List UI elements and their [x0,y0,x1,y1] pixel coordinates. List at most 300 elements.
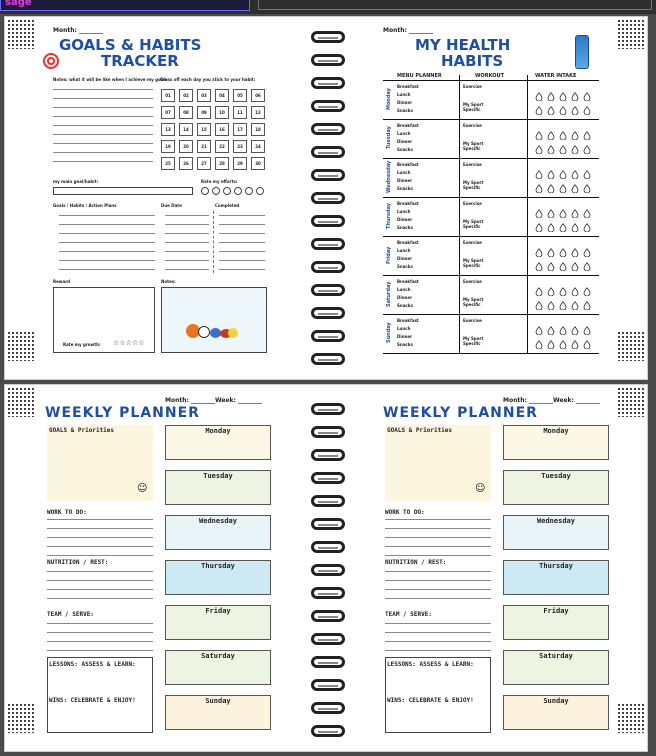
habit-day-cell[interactable]: 08 [179,106,193,119]
day-label: Wednesday [199,517,237,525]
rate-circle[interactable] [223,187,231,195]
habit-month-label: Month: ________ [53,27,103,34]
meal-label: Breakfast [397,318,419,323]
habit-due-label: Due Date [161,203,182,208]
water-drop-icon[interactable] [559,139,567,148]
rate-circle[interactable] [256,187,264,195]
water-drop-icon[interactable] [571,164,579,173]
lessons-label: LESSONS: ASSESS & LEARN: [49,661,136,668]
meal-label: Snacks [397,147,413,152]
completed-line[interactable] [219,260,265,261]
notes-line[interactable] [53,116,153,117]
work-line[interactable] [47,537,153,538]
habit-why-label: Notes: what it will be like when I achieve my goals [53,77,168,82]
habit-goal-label: my main goal/habit: [53,179,99,184]
team-line[interactable] [47,623,153,624]
day-box-friday[interactable] [503,605,609,640]
spiral-ring [311,261,345,273]
task-line[interactable] [59,233,155,234]
workout-sport-label: My Sport Specific [463,141,484,151]
day-box-monday[interactable] [165,425,271,460]
water-drop-icon[interactable] [571,203,579,212]
day-label: Monday [205,427,231,435]
spiral-ring [311,495,345,507]
notes-line[interactable] [53,89,153,90]
workout-exercise-label: Exercise [463,240,482,245]
water-drop-icon[interactable] [559,100,567,109]
meal-label: Breakfast [397,201,419,206]
habit-day-cell[interactable]: 26 [179,157,193,170]
team-line[interactable] [385,623,491,624]
top-bar [0,0,656,14]
habit-day-cell[interactable]: 30 [251,157,265,170]
spiral-ring [311,449,345,461]
habit-day-cell[interactable]: 07 [161,106,175,119]
completed-line[interactable] [219,242,265,243]
health-day-label: Friday [386,246,392,264]
water-drop-icon[interactable] [547,320,555,329]
day-label: Sunday [205,697,231,705]
habit-day-cell[interactable]: 29 [233,157,247,170]
spiral-ring [311,610,345,622]
habit-title-line2: TRACKER [101,52,179,70]
completed-line[interactable] [219,269,265,270]
notes-box[interactable] [161,287,267,353]
water-drop-icon[interactable] [559,256,567,265]
habit-day-cell[interactable]: 04 [215,89,229,102]
water-drop-icon[interactable] [571,242,579,251]
habit-tasks-label: Goals / Habits / Action Plans [53,203,117,208]
dot-pattern [617,703,645,733]
water-drop-icon[interactable] [583,320,591,329]
health-day-label: Thursday [386,202,392,230]
completed-line[interactable] [219,233,265,234]
lessons-wins-box[interactable] [47,657,153,733]
task-divider [213,211,214,273]
water-drop-icon[interactable] [571,320,579,329]
nutrition-line[interactable] [47,589,153,590]
meal-label: Snacks [397,225,413,230]
completed-line[interactable] [219,224,265,225]
water-drop-icon[interactable] [583,86,591,95]
habit-day-cell[interactable]: 24 [251,140,265,153]
water-drop-icon[interactable] [571,125,579,134]
spiral-ring [311,426,345,438]
habit-day-cell[interactable]: 02 [179,89,193,102]
habit-day-cell[interactable]: 16 [215,123,229,136]
work-label: WORK TO DO: [385,509,425,516]
habit-day-cell[interactable]: 20 [179,140,193,153]
goals-label: GOALS & Priorities [49,427,115,434]
spiral-ring [311,564,345,576]
water-drop-icon[interactable] [535,320,543,329]
habit-day-cell[interactable]: 05 [233,89,247,102]
day-box-sunday[interactable] [165,695,271,730]
water-drop-icon[interactable] [535,256,543,265]
water-drop-icon[interactable] [547,295,555,304]
health-month-label: Month: ________ [383,27,433,34]
water-drop-icon[interactable] [571,139,579,148]
rate-circle[interactable] [234,187,242,195]
rate-circle[interactable] [212,187,220,195]
spiral-ring [311,169,345,181]
water-drop-icon[interactable] [535,295,543,304]
main-goal-field[interactable] [53,187,193,195]
task-line[interactable] [59,224,155,225]
day-label: Wednesday [537,517,575,525]
workout-sport-label: My Sport Specific [463,297,484,307]
wins-label: WINS: CELEBRATE & ENJOY! [387,697,474,704]
workout-exercise-label: Exercise [463,318,482,323]
lessons-label: LESSONS: ASSESS & LEARN: [387,661,474,668]
work-line[interactable] [385,555,491,556]
water-drop-icon[interactable] [583,125,591,134]
habit-day-cell[interactable]: 14 [179,123,193,136]
water-drop-icon[interactable] [583,164,591,173]
health-col-menu: MENU PLANNER [397,73,442,79]
water-drop-icon[interactable] [571,86,579,95]
water-drop-icon[interactable] [583,178,591,187]
water-drop-icon[interactable] [583,295,591,304]
water-drop-icon[interactable] [547,217,555,226]
meal-label: Snacks [397,303,413,308]
target-icon [43,53,59,69]
water-drop-icon[interactable] [583,203,591,212]
spiral-ring [311,54,345,66]
water-drop-icon[interactable] [547,139,555,148]
water-drop-icon[interactable] [559,217,567,226]
water-drop-icon[interactable] [559,178,567,187]
day-box-saturday[interactable] [165,650,271,685]
water-drop-icon[interactable] [535,86,543,95]
water-drop-icon[interactable] [535,125,543,134]
spiral-ring [311,541,345,553]
dot-pattern [7,703,35,733]
water-drop-icon[interactable] [571,295,579,304]
water-drop-icon[interactable] [547,86,555,95]
spiral-ring [311,284,345,296]
day-box-friday[interactable] [165,605,271,640]
spiral-ring [311,307,345,319]
habit-day-cell[interactable]: 06 [251,89,265,102]
dot-pattern [617,387,645,417]
work-line[interactable] [47,528,153,529]
smiley-icon: ☺ [137,483,148,494]
water-drop-icon[interactable] [547,281,555,290]
day-label: Monday [543,427,569,435]
health-col-water: WATER INTAKE [535,73,577,79]
rate-circle[interactable] [201,187,209,195]
water-drop-icon[interactable] [535,242,543,251]
nutrition-line[interactable] [385,571,491,572]
water-drop-icon[interactable] [547,178,555,187]
health-col-workout: WORKOUT [475,73,504,79]
day-label: Sunday [543,697,569,705]
water-drop-icon[interactable] [583,100,591,109]
day-box-sunday[interactable] [503,695,609,730]
nutrition-line[interactable] [47,580,153,581]
habit-day-cell[interactable]: 15 [197,123,211,136]
meal-label: Lunch [397,92,411,97]
spiral-ring [311,77,345,89]
water-drop-icon[interactable] [559,125,567,134]
dot-pattern [7,19,35,49]
water-drop-icon[interactable] [535,139,543,148]
habit-cross-label: Cross off each day you stick to your habit: [160,77,256,82]
habit-day-cell[interactable]: 28 [215,157,229,170]
workout-exercise-label: Exercise [463,123,482,128]
water-drop-icon[interactable] [535,334,543,343]
water-drop-icon[interactable] [583,281,591,290]
spiral-ring [311,702,345,714]
meal-label: Breakfast [397,279,419,284]
notes-line[interactable] [53,134,153,135]
notes-line[interactable] [53,143,153,144]
meal-label: Lunch [397,326,411,331]
day-label: Friday [543,607,569,615]
weekly-header-label: Month: ________Week: ________ [503,397,601,404]
day-box-tuesday[interactable] [503,470,609,505]
work-line[interactable] [385,546,491,547]
due-line[interactable] [165,233,209,234]
day-box-monday[interactable] [503,425,609,460]
day-label: Friday [205,607,231,615]
due-line[interactable] [165,242,209,243]
water-bottle-icon [575,35,589,69]
spiral-ring [311,518,345,530]
water-drop-icon[interactable] [535,203,543,212]
water-drop-icon[interactable] [535,217,543,226]
habit-day-cell[interactable]: 17 [233,123,247,136]
tennis-ball-icon [228,328,238,338]
due-line[interactable] [165,269,209,270]
meal-label: Snacks [397,108,413,113]
due-line[interactable] [165,224,209,225]
due-line[interactable] [165,251,209,252]
workout-sport-label: My Sport Specific [463,219,484,229]
health-title-line1: MY HEALTH [415,36,511,54]
meal-label: Snacks [397,186,413,191]
health-day-label: Sunday [386,322,392,344]
spiral-ring [311,403,345,415]
task-line[interactable] [59,215,155,216]
day-label: Tuesday [541,472,571,480]
task-line[interactable] [59,242,155,243]
habit-day-cell[interactable]: 03 [197,89,211,102]
meal-label: Breakfast [397,123,419,128]
habit-day-cell[interactable]: 18 [251,123,265,136]
water-drop-icon[interactable] [535,164,543,173]
work-line[interactable] [47,546,153,547]
meal-label: Dinner [397,139,413,144]
water-drop-icon[interactable] [571,100,579,109]
habit-day-cell[interactable]: 11 [233,106,247,119]
team-line[interactable] [385,641,491,642]
habit-completed-label: Completed [215,203,240,208]
water-drop-icon[interactable] [547,256,555,265]
work-line[interactable] [385,537,491,538]
health-day-label: Tuesday [386,126,392,150]
task-line[interactable] [59,251,155,252]
work-line[interactable] [47,519,153,520]
meal-label: Lunch [397,170,411,175]
lessons-wins-box[interactable] [385,657,491,733]
team-line[interactable] [47,632,153,633]
water-drop-icon[interactable] [559,86,567,95]
day-box-saturday[interactable] [503,650,609,685]
habit-day-cell[interactable]: 10 [215,106,229,119]
water-drop-icon[interactable] [535,281,543,290]
spiral-ring [311,31,345,43]
spiral-ring [311,146,345,158]
water-drop-icon[interactable] [547,242,555,251]
habit-growth-label: Rate my growth: [63,342,101,347]
workout-exercise-label: Exercise [463,162,482,167]
water-drop-icon[interactable] [547,164,555,173]
top-frame [258,0,652,10]
spiral-ring [311,679,345,691]
water-drop-icon[interactable] [583,139,591,148]
smiley-icon: ☺ [475,483,486,494]
meal-label: Dinner [397,178,413,183]
notes-line[interactable] [53,152,153,153]
notes-line[interactable] [53,98,153,99]
habit-reward-label: Reward [53,279,71,284]
sage-tag[interactable] [0,0,250,11]
water-drop-icon[interactable] [583,217,591,226]
dot-pattern [7,331,35,361]
meal-label: Dinner [397,334,413,339]
growth-stars[interactable]: ☆☆☆☆☆ [113,339,145,347]
completed-line[interactable] [219,251,265,252]
soccer-ball-icon [198,326,210,338]
water-drop-icon[interactable] [559,164,567,173]
nutrition-line[interactable] [385,580,491,581]
day-label: Tuesday [203,472,233,480]
water-drop-icon[interactable] [583,242,591,251]
team-line[interactable] [385,632,491,633]
habit-day-cell[interactable]: 13 [161,123,175,136]
nutrition-label: NUTRITION / REST: [385,559,447,566]
nutrition-line[interactable] [385,598,491,599]
habit-rate-label: Rate my efforts: [201,179,238,184]
workout-sport-label: My Sport Specific [463,258,484,268]
habit-day-cell[interactable]: 01 [161,89,175,102]
health-day-label: Saturday [386,281,392,307]
water-drop-icon[interactable] [559,281,567,290]
water-drop-icon[interactable] [571,256,579,265]
meal-label: Dinner [397,217,413,222]
work-line[interactable] [385,519,491,520]
team-line[interactable] [385,650,491,651]
notes-line[interactable] [53,161,153,162]
wins-label: WINS: CELEBRATE & ENJOY! [49,697,136,704]
spiral-ring [311,123,345,135]
meal-label: Breakfast [397,162,419,167]
meal-label: Lunch [397,131,411,136]
water-drop-icon[interactable] [535,100,543,109]
notes-line[interactable] [53,107,153,108]
water-drop-icon[interactable] [571,178,579,187]
meal-label: Breakfast [397,84,419,89]
workout-exercise-label: Exercise [463,84,482,89]
notes-line[interactable] [53,125,153,126]
spiral-ring [311,587,345,599]
work-line[interactable] [47,555,153,556]
habit-health-spread [4,16,648,380]
task-line[interactable] [59,260,155,261]
meal-label: Dinner [397,295,413,300]
habit-day-cell[interactable]: 21 [197,140,211,153]
habit-day-cell[interactable]: 25 [161,157,175,170]
workout-sport-label: My Sport Specific [463,336,484,346]
team-line[interactable] [47,641,153,642]
weekly-header-label: Month: ________Week: ________ [165,397,263,404]
meal-label: Dinner [397,256,413,261]
water-drop-icon[interactable] [571,217,579,226]
habit-day-cell[interactable]: 23 [233,140,247,153]
health-day-label: Monday [386,87,392,111]
due-line[interactable] [165,260,209,261]
water-drop-icon[interactable] [559,334,567,343]
habit-day-cell[interactable]: 22 [215,140,229,153]
habit-notes-label: Notes: [161,279,176,284]
workout-exercise-label: Exercise [463,201,482,206]
health-title-line2: HABITS [441,52,504,70]
meal-label: Lunch [397,248,411,253]
water-drop-icon[interactable] [559,242,567,251]
rate-circle[interactable] [245,187,253,195]
nutrition-line[interactable] [47,598,153,599]
meal-label: Dinner [397,100,413,105]
day-box-wednesday[interactable] [503,515,609,550]
day-box-thursday[interactable] [503,560,609,595]
team-line[interactable] [47,650,153,651]
habit-day-cell[interactable]: 12 [251,106,265,119]
workout-exercise-label: Exercise [463,279,482,284]
day-box-thursday[interactable] [165,560,271,595]
habit-day-cell[interactable]: 19 [161,140,175,153]
water-drop-icon[interactable] [571,281,579,290]
water-drop-icon[interactable] [559,203,567,212]
day-box-wednesday[interactable] [165,515,271,550]
water-drop-icon[interactable] [547,125,555,134]
nutrition-line[interactable] [385,589,491,590]
dot-pattern [617,19,645,49]
habit-day-cell[interactable]: 27 [197,157,211,170]
water-drop-icon[interactable] [559,320,567,329]
spiral-ring [311,192,345,204]
habit-day-cell[interactable]: 09 [197,106,211,119]
water-drop-icon[interactable] [547,100,555,109]
water-drop-icon[interactable] [535,178,543,187]
water-drop-icon[interactable] [571,334,579,343]
day-box-tuesday[interactable] [165,470,271,505]
work-line[interactable] [385,528,491,529]
nutrition-line[interactable] [47,571,153,572]
work-label: WORK TO DO: [47,509,87,516]
water-drop-icon[interactable] [583,256,591,265]
meal-label: Lunch [397,209,411,214]
task-line[interactable] [59,269,155,270]
water-drop-icon[interactable] [583,334,591,343]
due-line[interactable] [165,215,209,216]
completed-line[interactable] [219,215,265,216]
water-drop-icon[interactable] [547,334,555,343]
water-drop-icon[interactable] [559,295,567,304]
nutrition-label: NUTRITION / REST: [47,559,109,566]
water-drop-icon[interactable] [547,203,555,212]
